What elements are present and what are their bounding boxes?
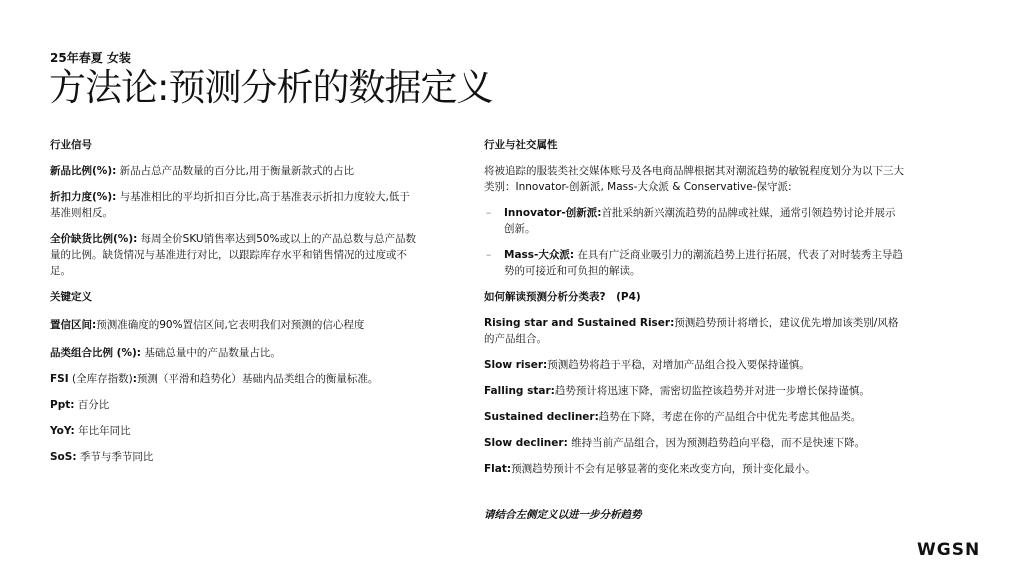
definition-fsi [50, 371, 420, 387]
dash-marker: – [486, 249, 492, 261]
term-text: 新品占总产品数量的百分比,用于衡量新款式的占比 [116, 165, 355, 177]
item-flat [484, 461, 904, 477]
term-label: 全价缺货比例(%): [50, 233, 138, 245]
term-label: : [132, 373, 137, 385]
term-text: 维持当前产品组合，因为预测趋势趋向平稳，而不是快速下降。 [567, 437, 866, 449]
term-label: Slow decliner: [484, 437, 568, 449]
definition-discount [50, 189, 420, 221]
term-label: 折扣力度(%): [50, 191, 117, 203]
term-label: Mass-大众派: [504, 249, 575, 261]
term-text: 百分比 [74, 399, 110, 411]
question-heading: 如何解读预测分析分类表? (P4) [484, 291, 641, 303]
term-text: 季节与季节同比 [76, 451, 154, 463]
term-text: (全库存指数) [68, 373, 133, 385]
definition-confidence [50, 317, 420, 333]
term-text: 基础总量中的产品数量占比。 [140, 347, 281, 359]
definition-mix [50, 345, 420, 361]
section-heading-attributes: 行业与社交属性 [484, 139, 558, 151]
term-text: 预测（平滑和趋势化）基础内品类组合的衡量标准。 [136, 373, 379, 385]
call-to-action: 请结合左侧定义以进一步分析趋势 [484, 509, 642, 521]
term-label: Flat: [484, 463, 512, 475]
section-heading-industry-signals: 行业信号 [50, 139, 92, 151]
item-rising-star [484, 315, 904, 347]
bullet-innovator [484, 205, 904, 237]
definition-yoy [50, 423, 420, 439]
term-text: 与基准相比的平均折扣百分比,高于基准表示折扣力度较大,低于基准则相反。 [50, 191, 410, 219]
definition-stockout [50, 231, 420, 279]
item-sustained-decliner [484, 409, 904, 425]
term-text: 首批采纳新兴潮流趋势的品牌或社媒，通常引领趋势讨论并展示创新。 [504, 207, 896, 235]
item-slow-decliner [484, 435, 904, 451]
term-text: 每周全价SKU销售率达到50%或以上的产品总数与总产品数量的比例。缺货情况与基准进行对比，以跟踪库存水平和销售情况的过度或不足。 [50, 233, 416, 277]
term-text: 预测趋势预计不会有足够显著的变化来改变方向，预计变化最小。 [511, 463, 816, 475]
term-label: SoS: [50, 451, 77, 463]
dash-marker: – [486, 207, 492, 219]
term-label: FSI [50, 373, 69, 385]
term-label: Sustained decliner: [484, 411, 599, 423]
term-label: Rising star and Sustained Riser: [484, 317, 675, 329]
term-label: Innovator-创新派: [504, 207, 602, 219]
term-label: 新品比例(%): [50, 165, 117, 177]
term-text: 趋势在下降，考虑在你的产品组合中优先考虑其他品类。 [598, 411, 862, 423]
bullet-mass [484, 247, 904, 279]
section-heading-key-definitions: 关键定义 [50, 291, 92, 303]
term-text: 预测趋势将趋于平稳，对增加产品组合投入要保持谨慎。 [547, 359, 810, 371]
item-slow-riser [484, 357, 904, 373]
term-label: 品类组合比例 (%): [50, 347, 141, 359]
attributes-intro: 将被追踪的服装类社交媒体账号及各电商品牌根据其对潮流趋势的敏锐程度划分为以下三大类别：Innovator-创新派, Mass-大众派 & Conservative-保守派: [484, 165, 904, 193]
term-text: 趋势预计将迅速下降，需密切监控该趋势并对进一步增长保持谨慎。 [554, 385, 870, 397]
item-falling-star [484, 383, 904, 399]
term-text: 预测趋势预计将增长，建议优先增加该类别/风格的产品组合。 [484, 317, 899, 345]
term-label: Slow riser: [484, 359, 548, 371]
definition-sos [50, 449, 420, 465]
term-label: YoY: [50, 425, 75, 437]
page-title: 方法论:预测分析的数据定义 [49, 66, 493, 109]
term-label: Ppt: [50, 399, 75, 411]
left-column [50, 137, 420, 465]
term-label: 置信区间: [50, 319, 97, 331]
definition-ppt [50, 397, 420, 413]
term-text: 年比年同比 [74, 425, 131, 437]
wgsn-logo: WGSN [917, 540, 981, 560]
term-text: 预测准确度的90%置信区间,它表明我们对预测的信心程度 [96, 319, 365, 331]
season-label: 25年春夏 女装 [50, 51, 131, 65]
term-label: Falling star: [484, 385, 555, 397]
right-column [484, 137, 904, 523]
definition-new-ratio [50, 163, 420, 179]
term-text: 在具有广泛商业吸引力的潮流趋势上进行拓展，代表了对时装秀主导趋势的可接近和可负担的解读。 [504, 249, 903, 277]
